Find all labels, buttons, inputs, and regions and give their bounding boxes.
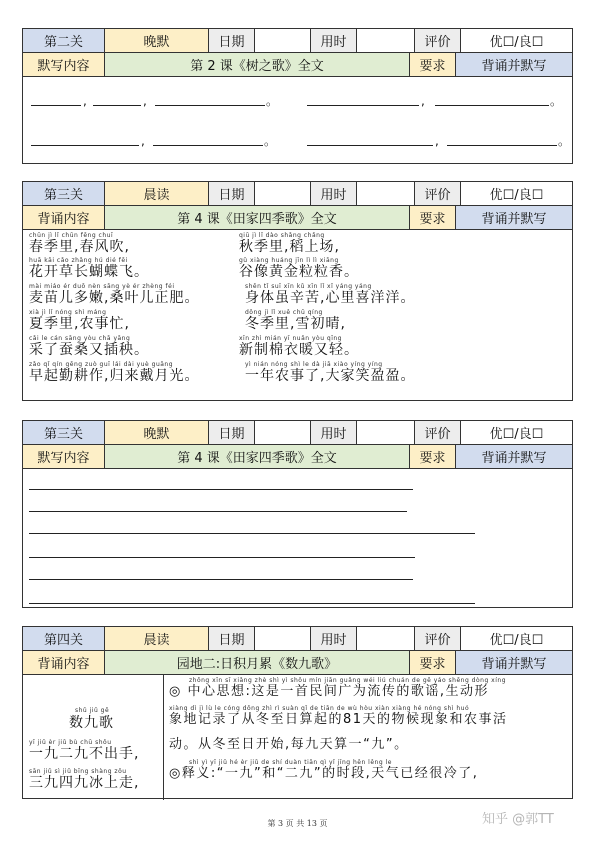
writing-line[interactable] xyxy=(29,533,475,534)
answer-line[interactable] xyxy=(153,145,263,146)
content-label: 默写内容 xyxy=(23,445,105,468)
poem-line: 一年农事了,大家笑盈盈。 xyxy=(245,368,416,384)
note-line: ◎ 中心思想:这是一首民间广为流传的歌谣,生动形 xyxy=(169,684,489,699)
section-stage-2-evening xyxy=(22,28,573,164)
session-label: 晚默 xyxy=(105,29,209,52)
answer-line[interactable] xyxy=(155,105,265,106)
punctuation: , xyxy=(83,94,87,108)
stage-label: 第三关 xyxy=(23,182,105,205)
stage-label: 第三关 xyxy=(23,421,105,444)
pinyin-line: gǔ xiàng huáng jīn lì lì xiāng xyxy=(239,257,339,264)
pinyin-line: yì nián nóng shì le dà jiā xiào yíng yíng xyxy=(245,361,383,368)
eval-label: 评价 xyxy=(415,627,461,650)
section-stage-3-morning xyxy=(22,181,573,401)
note-line: 动。从冬至日开始,每九天算一“九”。 xyxy=(169,737,409,752)
poem-line: 身体虽辛苦,心里喜洋洋。 xyxy=(245,290,416,306)
pinyin-line: xiàng dì jì lù le cóng dōng zhì rì suàn qǐ de tiān de wù hòu xiàn xiàng hé nóng shì huó xyxy=(169,705,470,712)
poem-line: 冬季里,雪初晴, xyxy=(245,316,346,332)
header-row xyxy=(23,182,572,206)
date-label: 日期 xyxy=(209,627,255,650)
time-label: 用时 xyxy=(311,627,357,650)
eval-label: 评价 xyxy=(415,29,461,52)
date-label: 日期 xyxy=(209,421,255,444)
answer-line[interactable] xyxy=(447,145,557,146)
content-title: 第 2 课《树之歌》全文 xyxy=(105,53,410,76)
content-row xyxy=(23,206,572,230)
time-label: 用时 xyxy=(311,182,357,205)
eval-options[interactable]: 优☐/良☐ xyxy=(461,182,572,205)
pinyin-line: chūn jì lǐ chūn fēng chuī xyxy=(29,232,114,239)
watermark: 知乎 @郭TT xyxy=(482,812,554,827)
session-label: 晨读 xyxy=(105,627,209,650)
answer-line[interactable] xyxy=(93,105,141,106)
pinyin-line: huā kāi cǎo zhǎng hú dié fēi xyxy=(29,257,128,264)
answer-line[interactable] xyxy=(31,105,81,106)
date-field[interactable] xyxy=(255,421,311,444)
content-row xyxy=(23,445,572,469)
writing-line[interactable] xyxy=(29,579,413,580)
time-label: 用时 xyxy=(311,421,357,444)
poem-line: 采了蚕桑又插秧。 xyxy=(29,342,149,358)
answer-line[interactable] xyxy=(307,145,433,146)
requirement-label: 要求 xyxy=(410,53,456,76)
writing-line[interactable] xyxy=(29,489,413,490)
poem-line: 早起勤耕作,归来戴月光。 xyxy=(29,368,200,384)
poem-area xyxy=(23,230,572,402)
pinyin-line: shēn tǐ suī xīn kǔ xīn lǐ xǐ yáng yáng xyxy=(245,283,372,290)
poem-line: 新制棉衣暖又轻。 xyxy=(239,342,359,358)
pinyin-line: yī jiǔ èr jiǔ bù chū shǒu xyxy=(29,739,112,746)
header-row xyxy=(23,29,572,53)
poem-line: 谷像黄金粒粒香。 xyxy=(239,264,359,280)
eval-options[interactable]: 优☐/良☐ xyxy=(461,627,572,650)
date-label: 日期 xyxy=(209,29,255,52)
note-line: 象地记录了从冬至日算起的81天的物候现象和农事活 xyxy=(169,712,508,727)
requirement-value: 背诵并默写 xyxy=(456,206,572,229)
time-label: 用时 xyxy=(311,29,357,52)
column-divider xyxy=(163,675,164,800)
pinyin-line: xià jì lǐ nóng shì máng xyxy=(29,309,107,316)
note-line: ◎释义:“一九”和“二九”的时段,天气已经很冷了, xyxy=(169,766,479,781)
answer-line[interactable] xyxy=(31,145,139,146)
pinyin-line: shì yì yī jiǔ hé èr jiǔ de shí duàn tiān qì yǐ jīng hěn lěng le xyxy=(189,759,392,766)
content-label: 背诵内容 xyxy=(23,206,105,229)
requirement-value: 背诵并默写 xyxy=(456,445,572,468)
pinyin-line: zǎo qǐ qín gēng zuò guī lái dài yuè guāng xyxy=(29,361,174,368)
punctuation: 。 xyxy=(264,134,277,148)
eval-label: 评价 xyxy=(415,182,461,205)
pinyin-line: qiū jì lǐ dào shǎng chǎng xyxy=(239,232,325,239)
requirement-value: 背诵并默写 xyxy=(456,53,572,76)
eval-options[interactable]: 优☐/良☐ xyxy=(461,421,572,444)
dictation-area[interactable] xyxy=(23,77,572,165)
poem-line: 花开草长蝴蝶飞。 xyxy=(29,264,149,280)
time-field[interactable] xyxy=(357,421,415,444)
pinyin-line: zhōng xīn sī xiǎng zhè shì yì shǒu mín jiān guǎng wéi liú chuán de gē yáo shēng dòng xíng xyxy=(189,677,507,684)
punctuation: , xyxy=(421,94,425,108)
requirement-label: 要求 xyxy=(410,651,456,674)
writing-line[interactable] xyxy=(29,603,475,604)
requirement-value: 背诵并默写 xyxy=(456,651,572,674)
punctuation: , xyxy=(435,134,439,148)
requirement-label: 要求 xyxy=(410,206,456,229)
content-title: 园地二:日积月累《数九歌》 xyxy=(105,651,410,674)
date-field[interactable] xyxy=(255,182,311,205)
time-field[interactable] xyxy=(357,182,415,205)
song-title: 数九歌 xyxy=(69,715,114,731)
date-field[interactable] xyxy=(255,627,311,650)
content-label: 背诵内容 xyxy=(23,651,105,674)
poem-line: 夏季里,农事忙, xyxy=(29,316,130,332)
content-row xyxy=(23,651,572,675)
poem-line: 秋季里,稻上场, xyxy=(239,239,340,255)
content-title: 第 4 课《田家四季歌》全文 xyxy=(105,445,410,468)
content-row xyxy=(23,53,572,77)
content-label: 默写内容 xyxy=(23,53,105,76)
session-label: 晨读 xyxy=(105,182,209,205)
writing-line[interactable] xyxy=(29,511,407,512)
song-area xyxy=(23,675,572,800)
session-label: 晚默 xyxy=(105,421,209,444)
page-footer: 第 3 页 共 13 页 xyxy=(267,819,328,828)
pinyin-line: sān jiǔ sì jiǔ bīng shàng zǒu xyxy=(29,768,127,775)
punctuation: , xyxy=(141,134,145,148)
punctuation: 。 xyxy=(266,94,279,108)
stage-label: 第四关 xyxy=(23,627,105,650)
date-label: 日期 xyxy=(209,182,255,205)
dictation-area[interactable] xyxy=(23,469,572,609)
punctuation: 。 xyxy=(558,134,571,148)
time-field[interactable] xyxy=(357,627,415,650)
header-row xyxy=(23,627,572,651)
content-title: 第 4 课《田家四季歌》全文 xyxy=(105,206,410,229)
pinyin-line: mài miáo ér duō nèn sāng yè ér zhèng féi xyxy=(29,283,175,290)
answer-line[interactable] xyxy=(307,105,419,106)
answer-line[interactable] xyxy=(435,105,549,106)
section-stage-4-morning xyxy=(22,626,573,799)
pinyin-line: xīn zhì mián yī nuǎn yòu qīng xyxy=(239,335,342,342)
eval-options[interactable]: 优☐/良☐ xyxy=(461,29,572,52)
song-line: 三九四九冰上走, xyxy=(29,775,140,791)
stage-label: 第二关 xyxy=(23,29,105,52)
requirement-label: 要求 xyxy=(410,445,456,468)
poem-line: 麦苗儿多嫩,桑叶儿正肥。 xyxy=(29,290,200,306)
eval-label: 评价 xyxy=(415,421,461,444)
writing-line[interactable] xyxy=(29,557,415,558)
poem-line: 春季里,春风吹, xyxy=(29,239,130,255)
pinyin-line: dōng jì lǐ xuě chū qíng xyxy=(245,309,323,316)
punctuation: 。 xyxy=(550,94,563,108)
song-title-pinyin: shǔ jiǔ gē xyxy=(75,707,110,714)
section-stage-3-evening xyxy=(22,420,573,608)
time-field[interactable] xyxy=(357,29,415,52)
punctuation: , xyxy=(143,94,147,108)
pinyin-line: cǎi le cán sāng yòu chā yāng xyxy=(29,335,131,342)
date-field[interactable] xyxy=(255,29,311,52)
header-row xyxy=(23,421,572,445)
song-line: 一九二九不出手, xyxy=(29,746,140,762)
